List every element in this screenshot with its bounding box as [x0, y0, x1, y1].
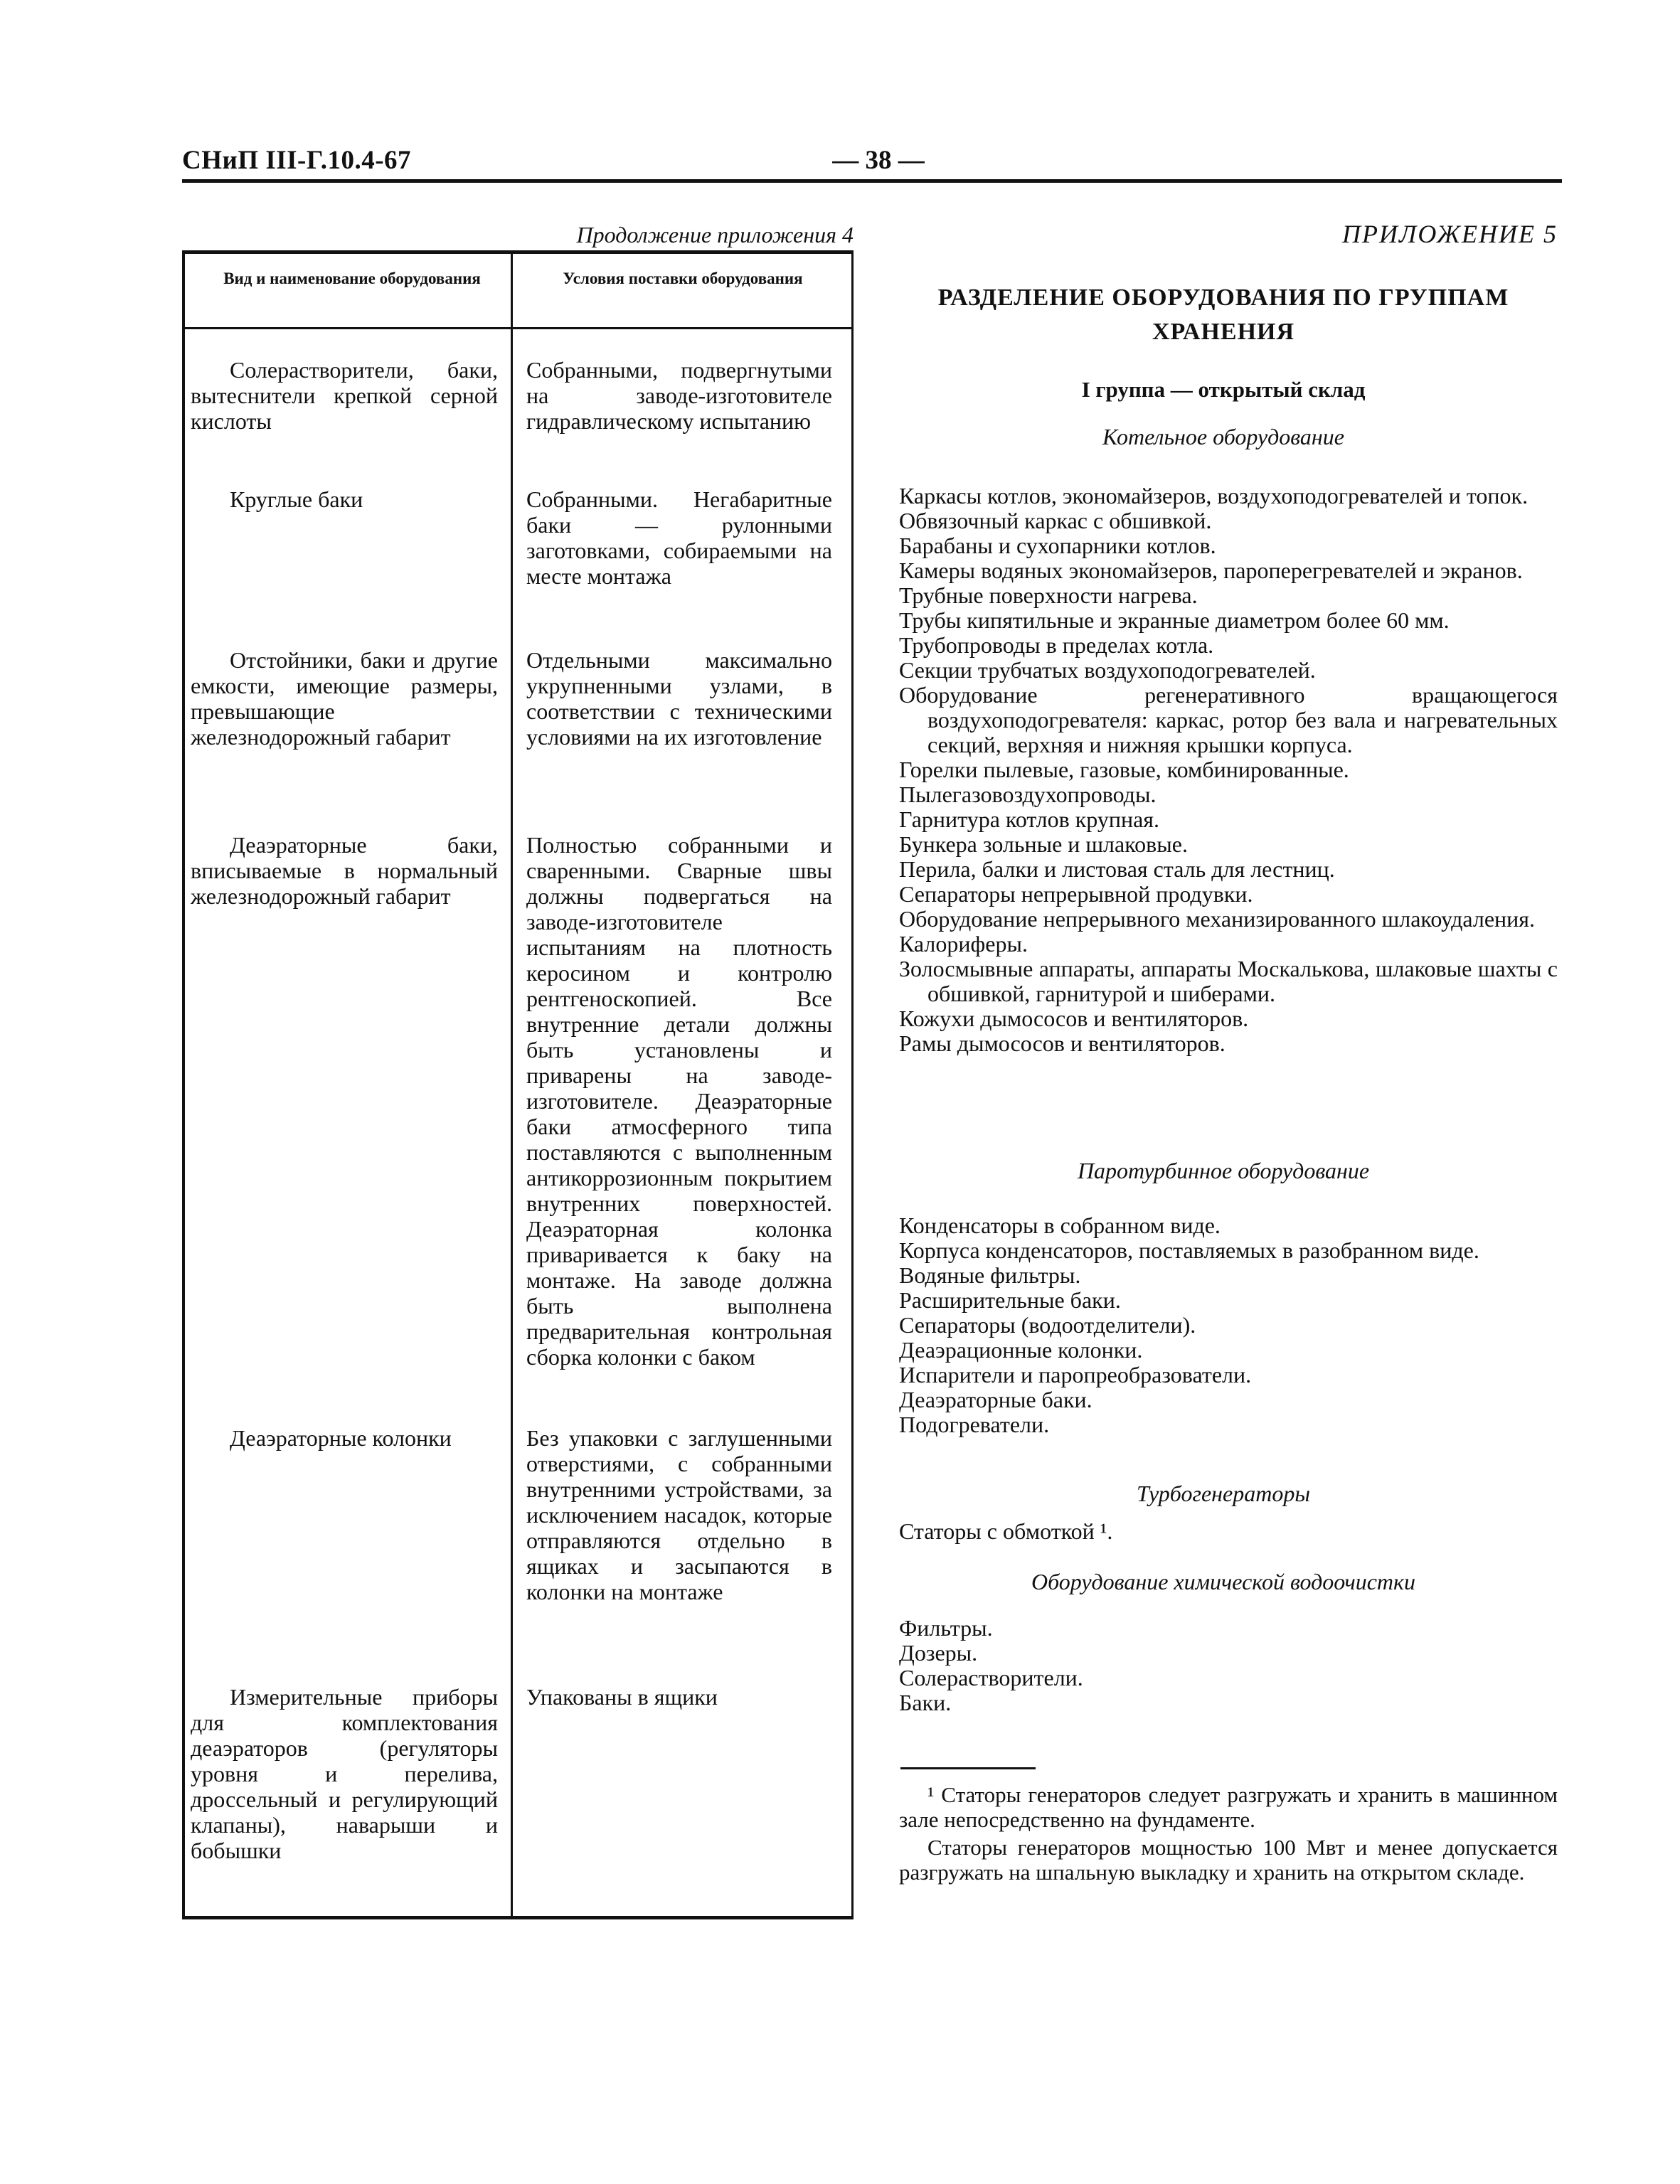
list-item: Калориферы.: [899, 931, 1028, 957]
table-cell-delivery: Отдельными максимально укрупненными узлами, в соответствии с техническими условиями на их изготовление: [526, 647, 832, 750]
table-cell-equipment: Солерастворители, баки, вытеснители крепкой серной кислоты: [191, 357, 498, 434]
list-item: Рамы дымососов и вентиляторов.: [899, 1030, 1226, 1056]
list-item: Деаэрационные колонки.: [899, 1337, 1143, 1363]
section-title: Турбогенераторы: [1136, 1481, 1311, 1506]
list-item: Расширительные баки.: [899, 1287, 1121, 1313]
section-list: [899, 1519, 1558, 1544]
table-cell-equipment: Деаэраторные баки, вписываемые в нормальный железнодорожный габарит: [191, 832, 498, 909]
list-item: Горелки пылевые, газовые, комбинированные.: [899, 757, 1349, 782]
table-cell-delivery: Без упаковки с заглушенными отверстиями, с собранными внутренними устройствами, за исключением насадок, которые отправляются отдельно в ящиках и засыпаются в колонки на монтаже: [526, 1425, 832, 1604]
list-item: Солерастворители.: [899, 1665, 1083, 1690]
header-rule: [182, 179, 1562, 183]
continuation-caption: Продолжение приложения 4: [576, 222, 854, 247]
section-title: Оборудование химической водоочистки: [1031, 1569, 1415, 1594]
table-cell-delivery: Упакованы в ящики: [526, 1684, 718, 1710]
table-cell-equipment: Отстойники, баки и другие емкости, имеющие размеры, превышающие железнодорожный габарит: [191, 647, 498, 750]
list-item: Испарители и паропреобразователи.: [899, 1362, 1252, 1387]
list-item: Оборудование регенеративного вращающегося воздухоподогревателя: каркас, ротор без вала и нагревательных секций, верхняя и нижняя крышки корпуса.: [899, 682, 1558, 757]
table-header-delivery: Условия поставки оборудования: [563, 270, 803, 287]
list-item: Пылегазовоздухопроводы.: [899, 782, 1157, 807]
list-item: Конденсаторы в собранном виде.: [899, 1213, 1221, 1238]
table-cell-delivery: Полностью собранными и сваренными. Сварные швы должны подвергаться на заводе-изготовителе испытаниям на плотность керосином и контролю рентгеноскопией. Все внутренние детали должны быть установлены и приварены на заводе-изготовителе. Деаэраторные баки атмосферного типа поставляются с выполненным антикоррозионным покрытием внутренних поверхностей. Деаэраторная колонка приваривается к баку на монтаже. На заводе должна быть выполнена предварительная контрольная сборка колонки с баком: [526, 832, 832, 1370]
table-left-border: [182, 250, 185, 1919]
footnote: ¹ Статоры генераторов следует разгружать и хранить в машинном зале непосредственно на фундаменте.: [899, 1782, 1558, 1832]
footnote-rule: [900, 1767, 1036, 1769]
list-item: Обвязочный каркас с обшивкой.: [899, 508, 1212, 533]
list-item: Подогреватели.: [899, 1412, 1050, 1437]
appendix-label: ПРИЛОЖЕНИЕ 5: [1342, 220, 1558, 248]
list-item: Фильтры.: [899, 1615, 993, 1641]
list-item: Корпуса конденсаторов, поставляемых в разобранном виде.: [899, 1237, 1479, 1263]
list-item: Водяные фильтры.: [899, 1262, 1081, 1288]
list-item: Деаэраторные баки.: [899, 1387, 1092, 1412]
table-column-divider: [511, 250, 513, 1919]
list-item: Трубные поверхности нагрева.: [899, 582, 1198, 608]
group-title: I группа — открытый склад: [1081, 377, 1366, 402]
section-title: Паротурбинное оборудование: [1077, 1158, 1370, 1183]
table-cell-equipment: Круглые баки: [230, 486, 363, 512]
section-list: [899, 484, 1558, 1056]
table-right-border: [851, 250, 854, 1919]
list-item: Секции трубчатых воздухоподогревателей.: [899, 657, 1316, 683]
footnote: Статоры генераторов мощностью 100 Мвт и менее допускается разгружать на шпальную выкладку и хранить на открытом складе.: [899, 1835, 1558, 1885]
list-item: Бункера зольные и шлаковые.: [899, 831, 1188, 857]
page-number: — 38 —: [832, 146, 925, 175]
appendix-title: РАЗДЕЛЕНИЕ ОБОРУДОВАНИЯ ПО ГРУППАМ ХРАНЕНИЯ: [937, 284, 1509, 345]
list-item: Трубопроводы в пределах котла.: [899, 632, 1214, 658]
list-item: Статоры с обмоткой ¹.: [899, 1518, 1113, 1544]
table-header-equipment: Вид и наименование оборудования: [223, 270, 481, 287]
list-item: Камеры водяных экономайзеров, пароперегревателей и экранов.: [899, 558, 1523, 583]
list-item: Трубы кипятильные и экранные диаметром более 60 мм.: [899, 607, 1450, 633]
table-cell-equipment: Деаэраторные колонки: [230, 1425, 452, 1451]
table-cell-equipment: Измерительные приборы для комплектования деаэраторов (регуляторы уровня и перелива, дроссельный и регулирующий клапаны), наварыши и бобышки: [191, 1684, 498, 1863]
list-item: Гарнитура котлов крупная.: [899, 806, 1159, 832]
list-item: Сепараторы непрерывной продувки.: [899, 881, 1253, 907]
section-title: Котельное оборудование: [1102, 424, 1344, 449]
list-item: Перила, балки и листовая сталь для лестниц.: [899, 856, 1335, 882]
table-top-rule: [182, 250, 854, 254]
section-list: [899, 1213, 1558, 1437]
section-list: [899, 1616, 1558, 1715]
list-item: Оборудование непрерывного механизированного шлакоудаления.: [899, 906, 1535, 932]
list-item: Дозеры.: [899, 1640, 978, 1666]
list-item: Баки.: [899, 1690, 952, 1715]
table-cell-delivery: Собранными. Негабаритные баки — рулонными заготовками, собираемыми на месте монтажа: [526, 486, 832, 589]
list-item: Сепараторы (водоотделители).: [899, 1312, 1196, 1338]
list-item: Кожухи дымососов и вентиляторов.: [899, 1006, 1249, 1031]
list-item: Золосмывные аппараты, аппараты Москалькова, шлаковые шахты с обшивкой, гарнитурой и шиберами.: [899, 956, 1558, 1006]
list-item: Барабаны и сухопарники котлов.: [899, 533, 1216, 558]
table-bottom-rule: [182, 1916, 854, 1919]
table-header-rule: [182, 327, 854, 329]
list-item: Каркасы котлов, экономайзеров, воздухоподогревателей и топок.: [899, 483, 1529, 508]
document-code: СНиП III-Г.10.4-67: [182, 146, 412, 175]
table-cell-delivery: Собранными, подвергнутыми на заводе-изготовителе гидравлическому испытанию: [526, 357, 832, 434]
